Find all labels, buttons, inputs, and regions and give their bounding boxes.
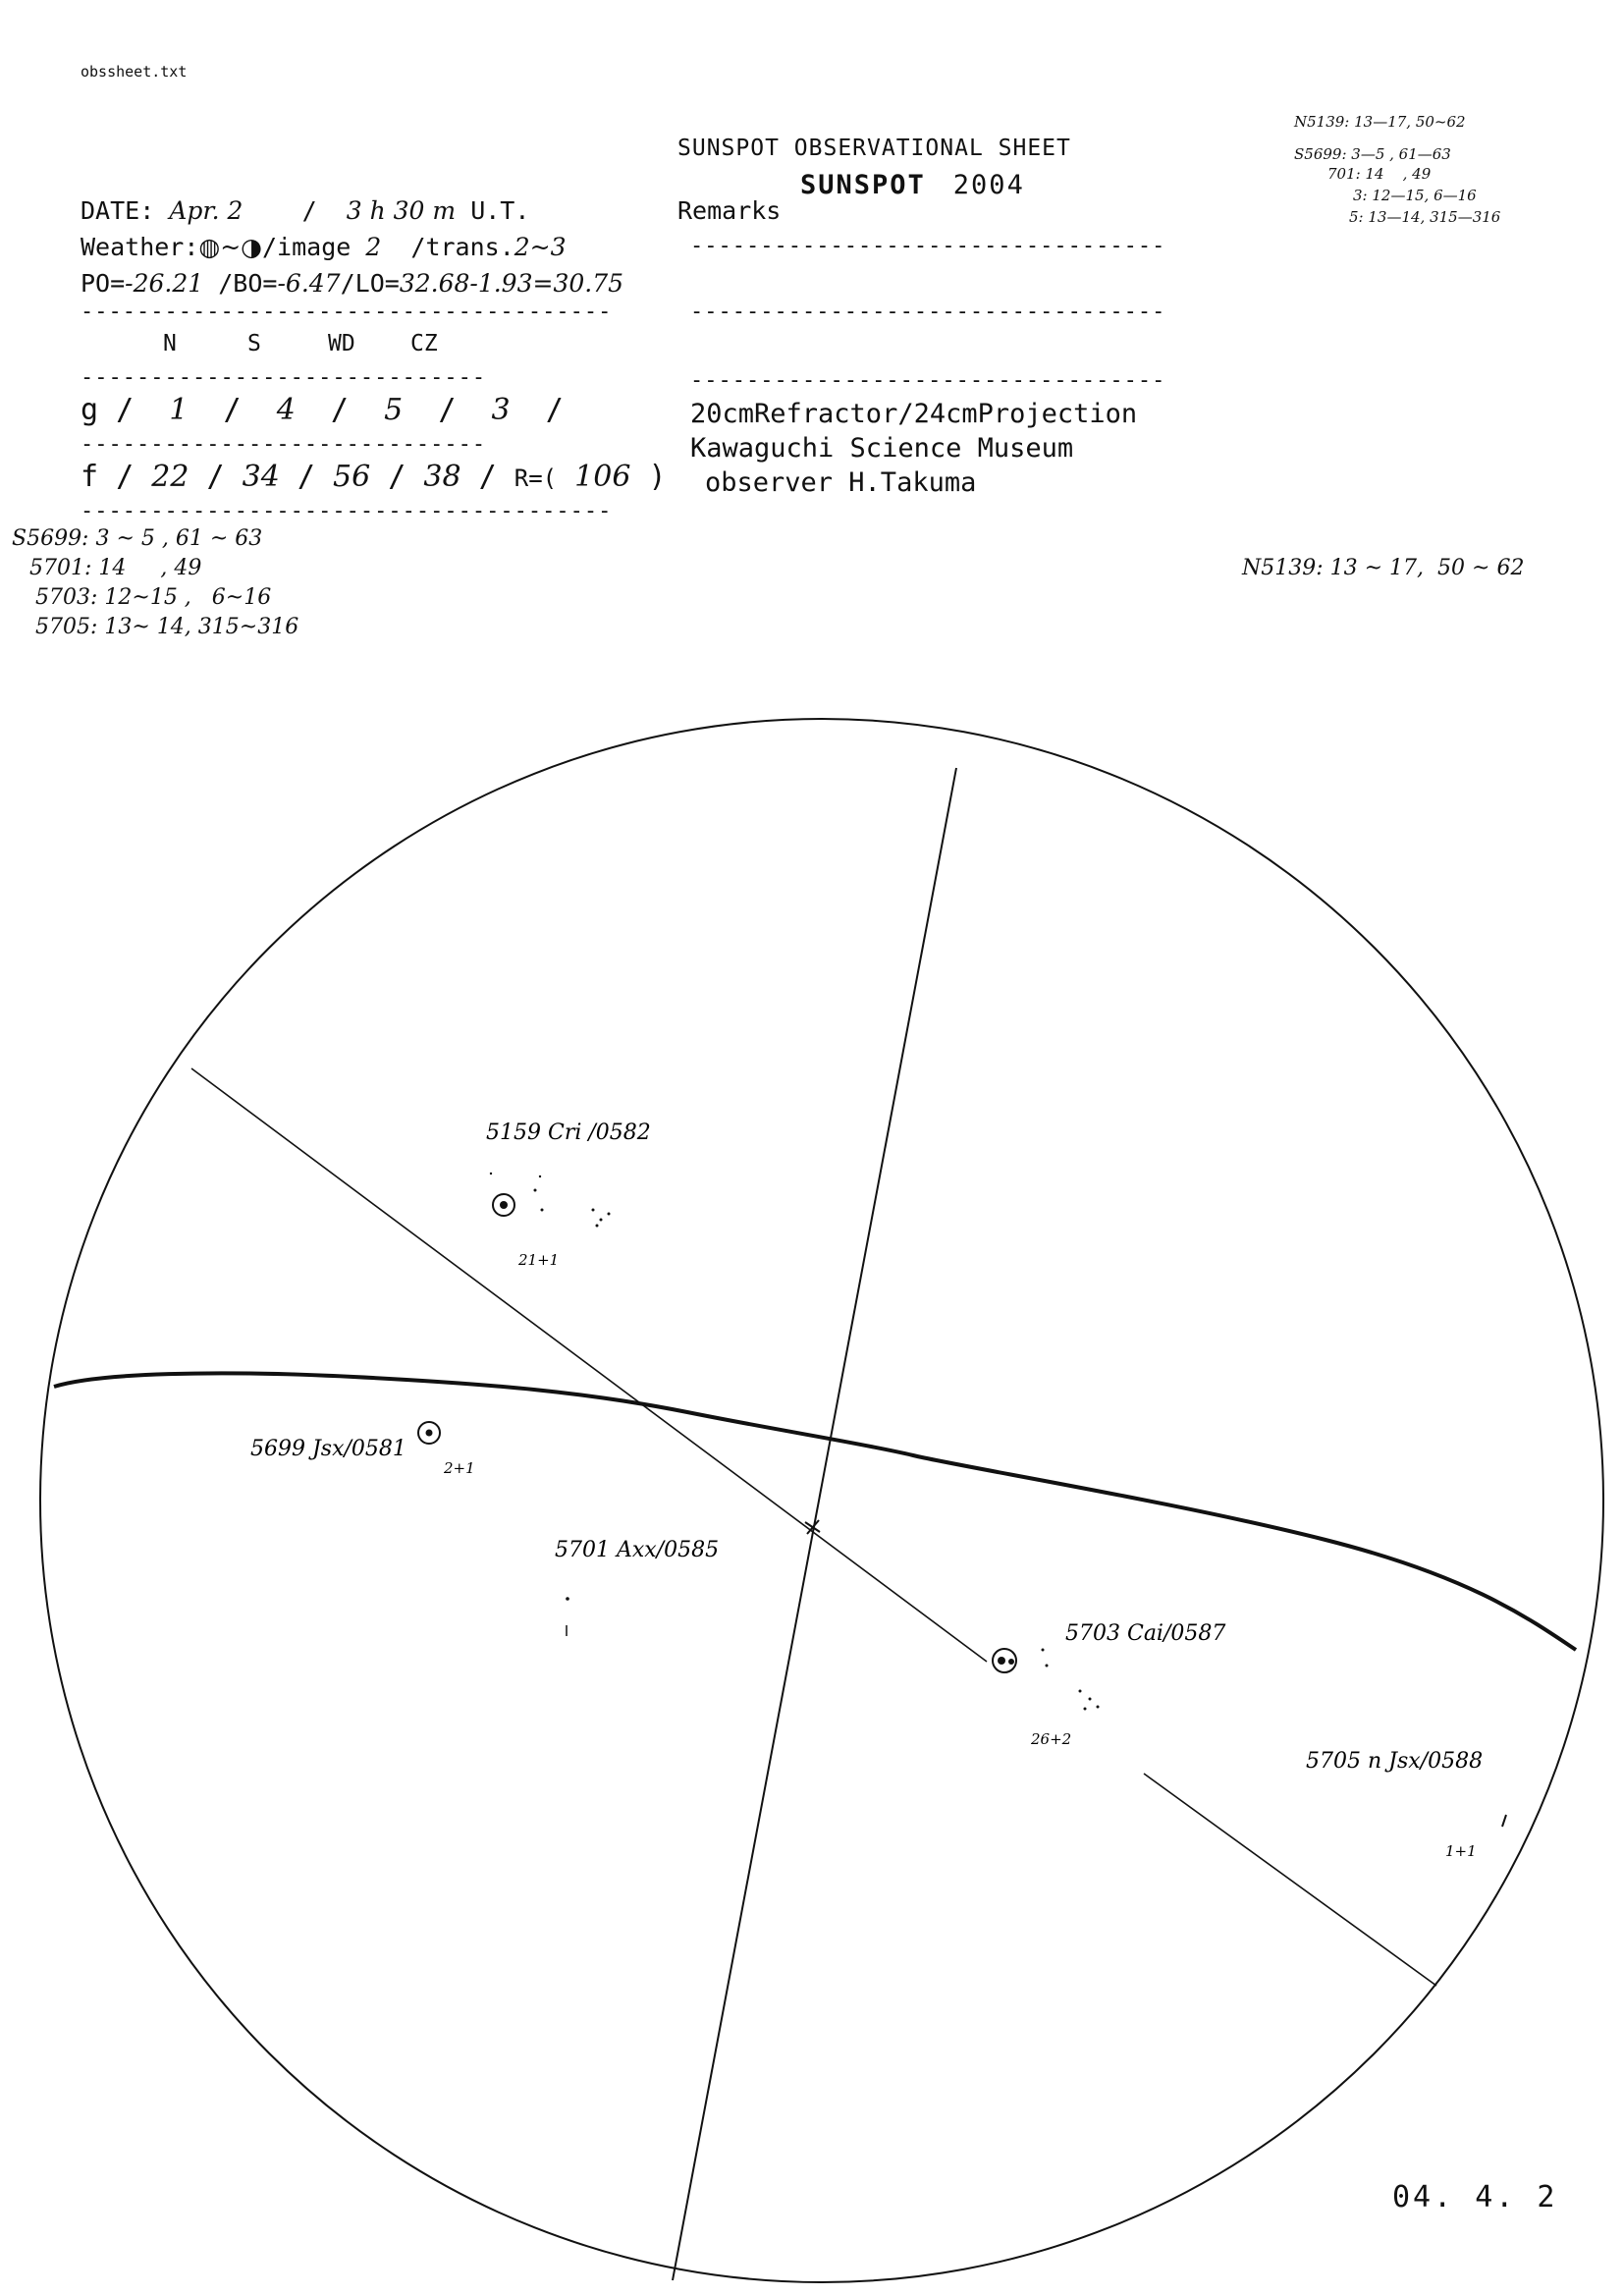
- divider: -----------------------------: [81, 365, 487, 390]
- g-s: 4: [276, 393, 296, 427]
- trans-label: /trans.: [410, 233, 514, 261]
- date-stamp: 04. 4. 2: [1392, 2180, 1558, 2214]
- group-count-5699: 2+1: [444, 1459, 475, 1477]
- count-header-wd: WD: [328, 331, 355, 356]
- r-label: R=(: [514, 465, 558, 492]
- sheet-title: SUNSPOT OBSERVATIONAL SHEET: [677, 136, 1071, 161]
- solar-equator: [54, 1373, 1576, 1650]
- note-right: N5139: 13 ~ 17, 50 ~ 62: [1242, 556, 1525, 580]
- sunspot-umbra: [1008, 1659, 1014, 1665]
- note-left-3: 5703: 12~15 , 6~16: [35, 585, 272, 610]
- count-header-s: S: [247, 331, 261, 356]
- sunspot-pore: [1079, 1690, 1082, 1693]
- sunspot-pore: [1084, 1708, 1087, 1711]
- remarks-line: ----------------------------------: [690, 234, 1166, 258]
- sunspot-umbra: [500, 1201, 508, 1209]
- g-n: 1: [169, 393, 189, 427]
- group-count-5705: 1+1: [1445, 1842, 1477, 1860]
- sunspot-pore: [592, 1209, 595, 1212]
- f-cz: 38: [423, 460, 461, 494]
- g-wd: 5: [384, 393, 404, 427]
- note-topright-1: N5139: 13—17, 50~62: [1294, 113, 1466, 131]
- date-line: DATE: Apr. 2 / 3 h 30 m U.T.: [81, 196, 530, 225]
- note-left-2: 5701: 14 , 49: [29, 556, 202, 580]
- subtitle-text: SUNSPOT: [800, 170, 926, 200]
- note-left-1: S5699: 3 ~ 5 , 61 ~ 63: [12, 526, 263, 551]
- group-count-5159: 21+1: [518, 1251, 560, 1269]
- weather-label: Weather:: [81, 233, 199, 261]
- sunspot-pore: [1089, 1698, 1092, 1701]
- sunspot-umbra: [998, 1657, 1005, 1665]
- f-label: f: [81, 460, 99, 494]
- sunspot-pore: [541, 1209, 544, 1212]
- note-left-4: 5705: 13~ 14, 315~316: [35, 615, 299, 639]
- file-name: obssheet.txt: [81, 63, 188, 81]
- g-label: g: [81, 393, 99, 427]
- orientation-line-segment: [1144, 1774, 1436, 1986]
- institution-line: Kawaguchi Science Museum: [690, 433, 1074, 464]
- bo-label: /BO=: [218, 269, 278, 298]
- f-n: 22: [151, 460, 189, 494]
- remarks-line: ----------------------------------: [690, 300, 1166, 324]
- note-topright-4: 3: 12—15, 6—16: [1353, 187, 1477, 204]
- remarks-line: ----------------------------------: [690, 368, 1166, 393]
- g-cz: 3: [491, 393, 511, 427]
- r-close: ): [648, 460, 667, 494]
- note-topright-3: 701: 14 , 49: [1327, 165, 1432, 183]
- time-value: 3 h 30 m: [346, 196, 457, 225]
- orientation-line: [191, 1068, 987, 1662]
- f-s: 34: [242, 460, 280, 494]
- sunspot-pore: [600, 1219, 603, 1222]
- lo-value: 32.68-1.93=30.75: [399, 269, 624, 298]
- po-value: -26.21: [125, 269, 204, 298]
- trans-value: 2~3: [514, 233, 567, 261]
- count-header-cz: CZ: [410, 331, 438, 356]
- remarks-label: Remarks: [677, 196, 782, 225]
- sunspot-umbra: [426, 1430, 433, 1437]
- group-label-5701: 5701 Axx/0585: [555, 1538, 720, 1562]
- sunspot-pore: [596, 1225, 599, 1228]
- group-label-5159: 5159 Cri /0582: [486, 1121, 651, 1145]
- observer-line: observer H.Takuma: [705, 467, 977, 498]
- date-value: Apr. 2: [169, 196, 243, 225]
- note-topright-5: 5: 13—14, 315—316: [1349, 208, 1501, 226]
- sunspot-pore: [1046, 1665, 1049, 1667]
- sunspot-pore: [1502, 1815, 1506, 1827]
- note-topright-2: S5699: 3—5 , 61—63: [1294, 145, 1451, 163]
- sunspot-pore: [490, 1173, 492, 1175]
- subtitle-year: 2004: [952, 170, 1025, 200]
- bo-value: -6.47: [277, 269, 341, 298]
- group-label-5703: 5703 Cai/0587: [1065, 1621, 1226, 1646]
- image-value: 2: [365, 233, 382, 261]
- po-label: PO=: [81, 269, 126, 298]
- sunspot-pore: [566, 1597, 569, 1601]
- sunspot-pore: [534, 1189, 537, 1192]
- sunspot-pore: [1042, 1649, 1045, 1652]
- date-label: DATE:: [81, 196, 155, 225]
- sunspot-pore: [1097, 1706, 1100, 1709]
- r-value: 106: [574, 460, 631, 494]
- count-header-n: N: [163, 331, 177, 356]
- lo-label: /LO=: [340, 269, 400, 298]
- solar-disk-outline: [40, 719, 1603, 2282]
- divider: --------------------------------------: [81, 300, 613, 324]
- instrument-line: 20cmRefractor/24cmProjection: [690, 399, 1138, 429]
- f-wd: 56: [333, 460, 371, 494]
- sunspot-pore: [608, 1213, 611, 1216]
- group-label-5705: 5705 n Jsx/0588: [1306, 1749, 1484, 1774]
- weather-value: ◍~◑: [198, 233, 262, 261]
- sunspot-pore: [539, 1175, 541, 1177]
- group-count-5703: 26+2: [1031, 1730, 1072, 1748]
- time-unit: U.T.: [470, 196, 530, 225]
- divider: -----------------------------: [81, 432, 487, 457]
- f-row: f / 22 / 34 / 56 / 38 / R=( 106 ): [81, 460, 667, 494]
- image-label: /image: [262, 233, 352, 261]
- g-row: g / 1 / 4 / 5 / 3 /: [81, 393, 564, 427]
- divider: --------------------------------------: [81, 499, 613, 523]
- group-label-5699: 5699 Jsx/0581: [250, 1437, 406, 1461]
